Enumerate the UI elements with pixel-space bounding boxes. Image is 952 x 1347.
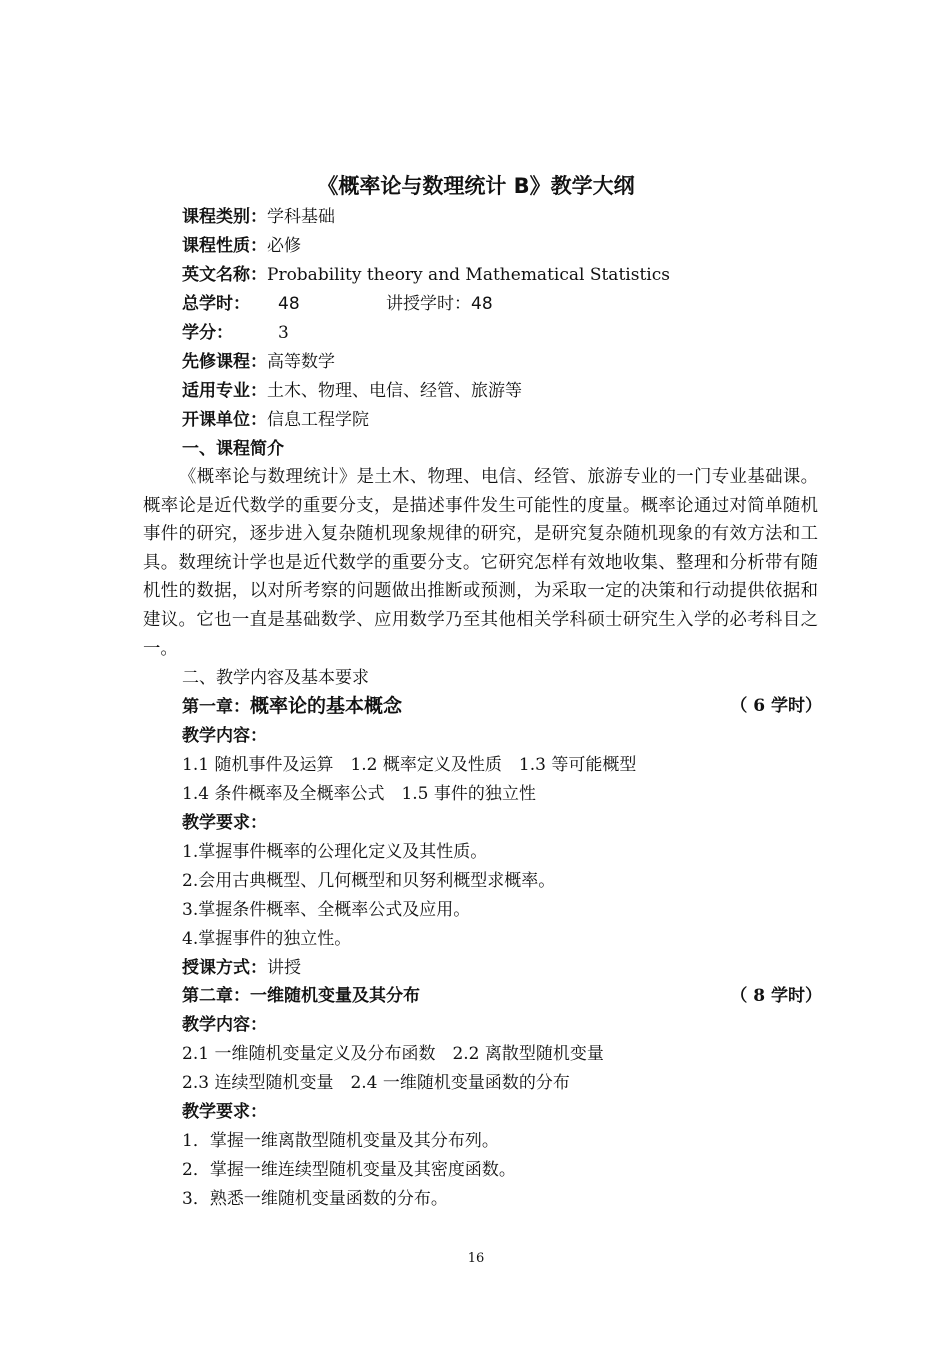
course-nature-row <box>182 234 301 258</box>
unit-value: 信息工程学院 <box>267 410 369 430</box>
course-type-label: 课程类别： <box>182 207 267 227</box>
major-value: 土木、物理、电信、经管、旅游等 <box>267 381 522 401</box>
chapter2-title: 第二章：一维随机变量及其分布 <box>182 986 420 1006</box>
chapter2-requirement: 2．掌握一维连续型随机变量及其密度函数。 <box>182 1160 516 1180</box>
unit-label: 开课单位： <box>182 410 267 430</box>
chapter1-requirement: 1.掌握事件概率的公理化定义及其性质。 <box>182 842 488 862</box>
chapter2-content-line: 2.3 连续型随机变量 2.4 一维随机变量函数的分布 <box>182 1073 570 1093</box>
chapter1-title <box>182 694 402 719</box>
chapter1-requirement: 4.掌握事件的独立性。 <box>182 929 352 949</box>
credit-label: 学分： <box>182 323 233 343</box>
english-name-label: 英文名称： <box>182 265 267 285</box>
course-type-value: 学科基础 <box>267 207 335 227</box>
chapter1-content-label: 教学内容： <box>182 726 267 746</box>
chapter2-content-line: 2.1 一维随机变量定义及分布函数 2.2 离散型随机变量 <box>182 1044 604 1064</box>
unit-row <box>182 408 369 432</box>
chapter2-requirement: 1．掌握一维离散型随机变量及其分布列。 <box>182 1131 499 1151</box>
page-number: 16 <box>467 1251 485 1266</box>
major-row <box>182 379 522 403</box>
chapter1-content-line: 1.1 随机事件及运算 1.2 概率定义及性质 1.3 等可能概型 <box>182 755 637 775</box>
document-title: 《概率论与数理统计 B》教学大纲 <box>317 174 635 198</box>
chapter1-method-label: 授课方式： <box>182 958 267 978</box>
chapter2-content-label: 教学内容： <box>182 1015 267 1035</box>
chapter1-content-line: 1.4 条件概率及全概率公式 1.5 事件的独立性 <box>182 784 536 804</box>
chapter1-requirement: 2.会用古典概型、几何概型和贝努利概型求概率。 <box>182 871 556 891</box>
prerequisite-row <box>182 350 335 374</box>
chapter1-prefix: 第一章： <box>182 697 250 717</box>
chapter1-hours: （ 6 学时） <box>730 696 822 716</box>
english-name-row <box>182 263 670 287</box>
lecture-hours-value: 48 <box>471 294 493 314</box>
section-content-heading: 二、教学内容及基本要求 <box>182 668 369 688</box>
chapter1-method-value: 讲授 <box>267 958 301 978</box>
course-type-row <box>182 205 335 229</box>
chapter2-hours: （ 8 学时） <box>730 986 822 1006</box>
chapter1-name: 概率论的基本概念 <box>250 695 403 717</box>
chapter1-requirement: 3.掌握条件概率、全概率公式及应用。 <box>182 900 471 920</box>
prerequisite-label: 先修课程： <box>182 352 267 372</box>
chapter1-requirements-label: 教学要求： <box>182 813 267 833</box>
credit-value: 3 <box>278 323 289 343</box>
credit-row <box>182 321 289 345</box>
course-nature-label: 课程性质： <box>182 236 267 256</box>
major-label: 适用专业： <box>182 381 267 401</box>
total-hours-value: 48 <box>278 294 300 314</box>
chapter1-method-row <box>182 956 301 980</box>
total-hours-label: 总学时： <box>182 294 250 314</box>
prerequisite-value: 高等数学 <box>267 352 335 372</box>
chapter2-requirements-label: 教学要求： <box>182 1102 267 1122</box>
section-intro-heading: 一、课程简介 <box>182 439 284 459</box>
course-nature-value: 必修 <box>267 236 301 256</box>
chapter2-requirement: 3．熟悉一维随机变量函数的分布。 <box>182 1189 448 1209</box>
english-name-value: Probability theory and Mathematical Statistics <box>267 265 670 285</box>
total-hours-row <box>182 292 493 316</box>
lecture-hours-label: 讲授学时： <box>386 294 471 314</box>
course-intro-paragraph: 《概率论与数理统计》是土木、物理、电信、经管、旅游专业的一门专业基础课。概率论是近代数学的重要分支，是描述事件发生可能性的度量。概率论通过对简单随机事件的研究，逐步进入复杂随机现象规律的研究，是研究复杂随机现象的有效方法和工具。数理统计学也是近代数学的重要分支。它研究怎样有效地收集、整理和分析带有随机性的数据，以对所考察的问题做出推断或预测，为采取一定的决策和行动提供依据和建议。它也一直是基础数学、应用数学乃至其他相关学科硕士研究生入学的必考科目之一。 <box>143 467 818 659</box>
